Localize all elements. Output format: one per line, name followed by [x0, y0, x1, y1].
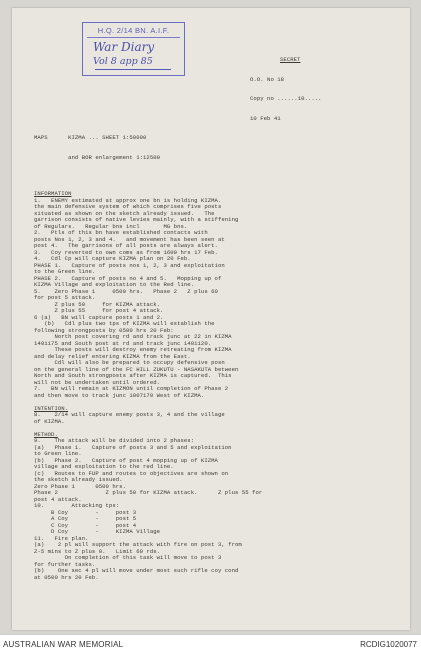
order-text-line: Phase 2 Z plus 50 for KIZMA attack. Z plus 55 for — [34, 489, 263, 496]
stamp-handwriting-title: War Diary — [93, 40, 155, 54]
order-text-line: for post 5 attack. — [34, 294, 96, 301]
stamp-divider — [87, 37, 180, 38]
order-text-line: 3. Coy reverted to own coms as from 1600 hrs 17 Feb. — [34, 248, 218, 256]
order-text-line: 5. Zero Phase 1 0500 hrs. Phase 2 Z plus 60 — [34, 287, 218, 295]
order-text-line: 10. Attacking tps: — [34, 502, 120, 509]
order-text-line: village and exploitation to the red line. — [34, 463, 174, 470]
order-text-line: These posts will destroy enemy retreating from KIZMA — [34, 346, 232, 353]
order-text-line: On completion of this task will move to post 3 — [34, 554, 222, 561]
order-text-line: to Green line. — [34, 450, 82, 457]
order-text-line: Cdl will also be prepared to occupy defensive posn — [34, 359, 225, 366]
order-text-line: (b) One sec 4 pl will move under most such rifle coy cond — [34, 567, 239, 574]
order-text-line: for further tasks. — [34, 560, 96, 568]
order-text-line: PHASE 1. Capture of posts nos 1, 2, 3 and exploitation — [34, 261, 225, 269]
order-text-line: (b) Cdl plus two tps of KIZMA will establish the — [34, 320, 215, 327]
order-text-line: at 0500 hrs 20 Feb. — [34, 573, 99, 581]
stamp-organisation: H.Q. 2/14 BN. A.I.F. — [97, 26, 170, 35]
copy-number: Copy no ......10..... — [250, 95, 322, 102]
order-text-line: posts Nos 1, 2, 3 and 4. and movement has been seen at — [34, 235, 225, 243]
order-text-line: North post covering rd and track junc at 22 in KIZMA — [34, 333, 232, 340]
order-text-line: North and South strongposts after KIZMA is captured. This — [34, 372, 232, 379]
archive-name: AUSTRALIAN WAR MEMORIAL — [3, 640, 124, 649]
order-text-line: 6 (a) BN will capture posts 1 and 2. — [34, 313, 164, 321]
order-text-line: 11. Fire plan. — [34, 534, 89, 542]
order-text-line: 7. BN will remain at KIZMON until completion of Phase 2 — [34, 385, 229, 392]
order-text-line: KIZMA Village and exploitation to the Red line. — [34, 281, 195, 288]
order-text-line: on the general line of the FC HILL ZUKUTU - NASAKUTA between — [34, 365, 239, 373]
order-text-line: to the Green line. — [34, 268, 96, 275]
stamp-handwriting-volume: Vol 8 app 85 — [93, 56, 153, 67]
order-body — [34, 44, 404, 594]
order-text-line: PHASE 2. Capture of posts no 4 and 5. Mopping up of — [34, 274, 222, 282]
maps-reference-line: and BOR enlargement 1:12500 — [34, 153, 161, 161]
order-text-line: 9. The attack will be divided into 2 phases: — [34, 437, 195, 444]
order-text-line: 8. 2/14 will capture enemy posts 3, 4 and the village — [34, 411, 225, 418]
order-text-line: of Regulars. Regular bns incl MG bns. — [34, 222, 188, 230]
order-text-line: Z plus 55 for post 4 attack. — [34, 307, 164, 314]
order-paragraphs — [34, 191, 404, 581]
order-date: 10 Feb 41 — [250, 114, 281, 122]
order-text-line: 2. Ptls of this bn have established contacts with — [34, 229, 208, 236]
order-text-line: Z-5 mins to Z plus 0. Limit 60 rds. — [34, 547, 161, 555]
archive-footer — [0, 634, 421, 653]
order-text-line: of KIZMA. — [34, 417, 65, 425]
order-text-line: following strongposts by 0500 hrs 20 Feb: — [34, 326, 174, 334]
order-text-line: INTENTION. — [34, 404, 69, 412]
record-identifier: RCDIG1020077 — [360, 640, 417, 649]
order-text-line: (c) Routes to FUP and routes to objectives are shown on — [34, 469, 229, 477]
order-text-line: METHOD. — [34, 430, 58, 438]
order-text-line: post 4 attack. — [34, 495, 82, 503]
order-number: O.O. No 18 — [250, 75, 285, 83]
order-text-line: and delay relief entering KIZMA from the East. — [34, 352, 191, 360]
order-text-line: situated as shown on the sketch already issued. The — [34, 209, 215, 217]
order-text-line: the main defensive system of which comprises five posts — [34, 203, 222, 210]
order-text-line: 1. ENEMY estimated at approx one bn is holding KIZMA. — [34, 196, 222, 204]
order-text-line: 4. Cdl Cp will capture KIZMA plan on 20 Feb. — [34, 255, 191, 262]
order-text-line: (a) Phase 1. Capture of posts 3 and 5 and exploitation — [34, 443, 232, 451]
order-text-line: garrison consists of native levies mainly, with a stiffening — [34, 216, 239, 223]
order-text-line: Z plus 50 for KIZMA attack. — [34, 300, 161, 308]
order-text-line: and then move to track junc 1007170 West of KIZMA. — [34, 391, 205, 399]
order-text-line: A Coy - post 5 — [34, 515, 137, 522]
order-text-line: INFORMATION — [34, 190, 72, 197]
order-text-line: Zero Phase 1 0500 hrs. — [34, 482, 126, 490]
secret-label: SECRET — [280, 56, 301, 63]
document-page — [12, 8, 410, 630]
maps-reference-line: MAPS KIZMA ... SHEET 1:50000 — [34, 134, 147, 141]
order-text-line: 1401175 and South post at rd and track junc 1401120. — [34, 339, 212, 347]
order-text-line: D Coy - KIZMA Village — [34, 528, 161, 535]
order-text-line: (b) Phase 2. Capture of post 4 mopping up of KIZMA — [34, 456, 218, 464]
order-text-line: (a) 2 pl will support the attack with fire on post 3, from — [34, 541, 242, 548]
order-text-line: will not be undertaken until ordered. — [34, 378, 161, 386]
order-text-line: B Coy - post 3 — [34, 508, 137, 516]
order-text-line: the sketch already issued. — [34, 476, 123, 483]
order-text-line: post 4. The garrisons of all posts are always alert. — [34, 242, 218, 249]
order-text-line: C Coy - post 4 — [34, 521, 137, 529]
